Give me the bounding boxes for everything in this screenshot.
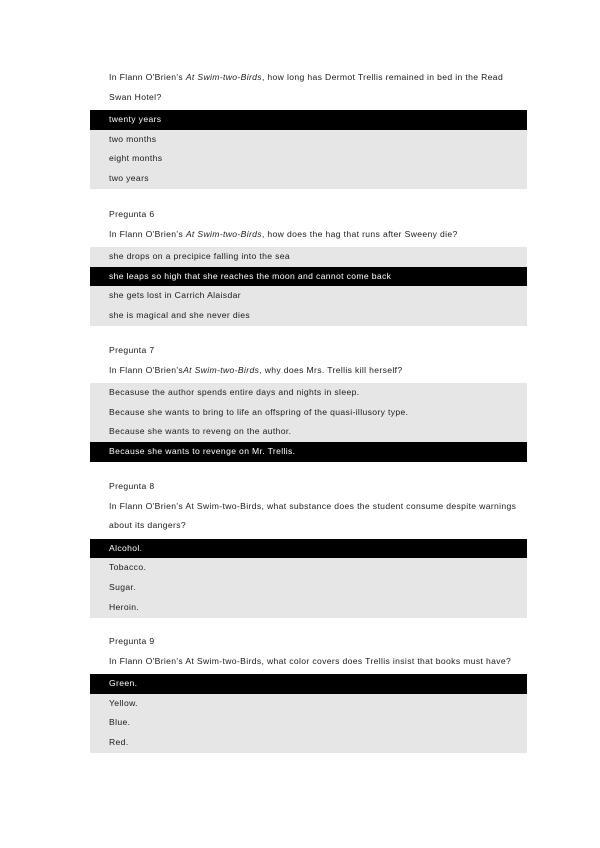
answer-options xyxy=(90,110,527,189)
answer-option[interactable]: two months xyxy=(90,130,527,150)
question-title: Pregunta 7 xyxy=(109,345,155,355)
question-header xyxy=(90,341,527,380)
question-title: Pregunta 9 xyxy=(109,636,155,646)
question-header xyxy=(90,477,527,536)
answer-option[interactable]: Green. xyxy=(90,674,527,694)
question-header xyxy=(90,632,527,671)
answer-option[interactable]: she leaps so high that she reaches the moon and cannot come back xyxy=(90,267,527,287)
answer-option[interactable]: Because she wants to reveng on the author. xyxy=(90,422,527,442)
question-5 xyxy=(90,68,527,189)
answer-option[interactable]: two years xyxy=(90,169,527,190)
question-8 xyxy=(90,477,527,618)
answer-option[interactable]: Because she wants to revenge on Mr. Trellis. xyxy=(90,442,527,463)
answer-options xyxy=(90,674,527,753)
answer-options xyxy=(90,247,527,326)
question-7 xyxy=(90,341,527,462)
question-text: In Flann O'Brien'sAt Swim-two-Birds, why does Mrs. Trellis kill herself? xyxy=(109,364,403,375)
answer-option[interactable]: she is magical and she never dies xyxy=(90,306,527,327)
answer-option[interactable]: Blue. xyxy=(90,713,527,733)
answer-option[interactable]: eight months xyxy=(90,149,527,169)
answer-option[interactable]: Red. xyxy=(90,733,527,754)
answer-option[interactable]: Because she wants to bring to life an offspring of the quasi-illusory type. xyxy=(90,403,527,423)
question-text: In Flann O'Brien's At Swim-two-Birds, what substance does the student consume despite warnings about its dangers? xyxy=(109,500,517,531)
question-header xyxy=(90,68,527,107)
answer-option[interactable]: Sugar. xyxy=(90,578,527,598)
answer-option[interactable]: Alcohol. xyxy=(90,539,527,559)
question-title: Pregunta 6 xyxy=(109,209,155,219)
question-6 xyxy=(90,205,527,326)
answer-option[interactable]: she gets lost in Carrich Alaisdar xyxy=(90,286,527,306)
answer-options xyxy=(90,383,527,462)
question-9 xyxy=(90,632,527,753)
answer-options xyxy=(90,539,527,618)
answer-option[interactable]: Tobacco. xyxy=(90,558,527,578)
answer-option[interactable]: Heroin. xyxy=(90,598,527,619)
answer-option[interactable]: she drops on a precipice falling into the sea xyxy=(90,247,527,267)
question-text: In Flann O'Brien's At Swim-two-Birds, what color covers does Trellis insist that books must have? xyxy=(109,655,512,666)
question-title: Pregunta 8 xyxy=(109,481,155,491)
answer-option[interactable]: twenty years xyxy=(90,110,527,130)
answer-option[interactable]: Yellow. xyxy=(90,694,527,714)
question-text: In Flann O'Brien's At Swim-two-Birds, how long has Dermot Trellis remained in bed in the Read Swan Hotel? xyxy=(109,72,504,102)
question-text: In Flann O'Brien's At Swim-two-Birds, how does the hag that runs after Sweeny die? xyxy=(109,228,458,239)
answer-option[interactable]: Becasuse the author spends entire days and nights in sleep. xyxy=(90,383,527,403)
question-header xyxy=(90,205,527,244)
